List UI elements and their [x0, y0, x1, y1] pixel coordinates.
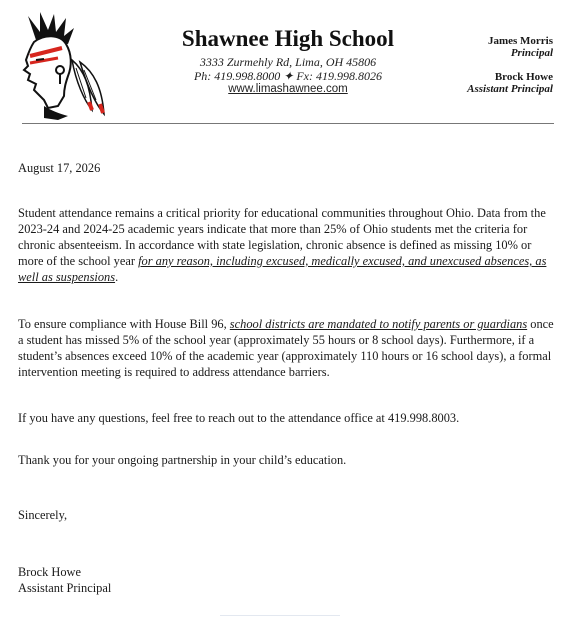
staff-name: James Morris [487, 35, 553, 47]
school-address: 3333 Zurmehly Rd, Lima, OH 45806 [199, 55, 377, 69]
header-divider [22, 123, 554, 124]
staff-block-principal [488, 35, 553, 59]
staff-title: Assistant Principal [467, 83, 553, 95]
paragraph-text: once a student has missed 5% of the school year (approximately 55 hours or 8 school days). Furthermore, if a student’s absences exceed 10% of the academic year (approximately 110 hours or 16 school days), a formal intervention meeting is required to address attendance barriers. [18, 317, 554, 379]
letter-date: August 17, 2026 [18, 161, 101, 175]
school-website-link[interactable]: www.limashawnee.com [228, 83, 348, 95]
letter-paragraph-2 [18, 316, 558, 380]
school-phone-fax: Ph: 419.998.8000 ✦ Fx: 419.998.8026 [193, 69, 383, 83]
signature-block [18, 564, 558, 596]
school-name: Shawnee High School [181, 26, 395, 51]
letter-closing: Sincerely, [18, 508, 68, 522]
emphasized-text: for any reason, including excused, medically excused, and unexcused absences, as well as suspensions [18, 254, 547, 284]
paragraph-text: To ensure compliance with House Bill 96, [18, 317, 230, 331]
staff-title: Principal [510, 47, 553, 59]
letter-paragraph-3: If you have any questions, feel free to reach out to the attendance office at 419.998.8003. [18, 411, 460, 425]
staff-name: Brock Howe [494, 71, 553, 83]
paragraph-text: . [115, 270, 119, 284]
letter-paragraph-4: Thank you for your ongoing partnership in your child’s education. [18, 453, 347, 467]
letter-paragraph-1 [18, 205, 558, 285]
emphasized-text: school districts are mandated to notify parents or guardians [229, 317, 528, 331]
staff-block-assistant-principal [467, 71, 553, 95]
paragraph-text: Student attendance remains a critical priority for educational communities throughout Ohio. Data from the 2023-24 and 2024-25 academic years indicate that more than 25% of Ohio students met the criteria for chronic absenteeism. In accordance with state legislation, chronic absence is defined as missing 10% or more of the school year [18, 206, 546, 268]
signer-title: Assistant Principal [18, 581, 112, 595]
page-bottom-edge [220, 615, 340, 616]
signer-name: Brock Howe [18, 565, 81, 579]
